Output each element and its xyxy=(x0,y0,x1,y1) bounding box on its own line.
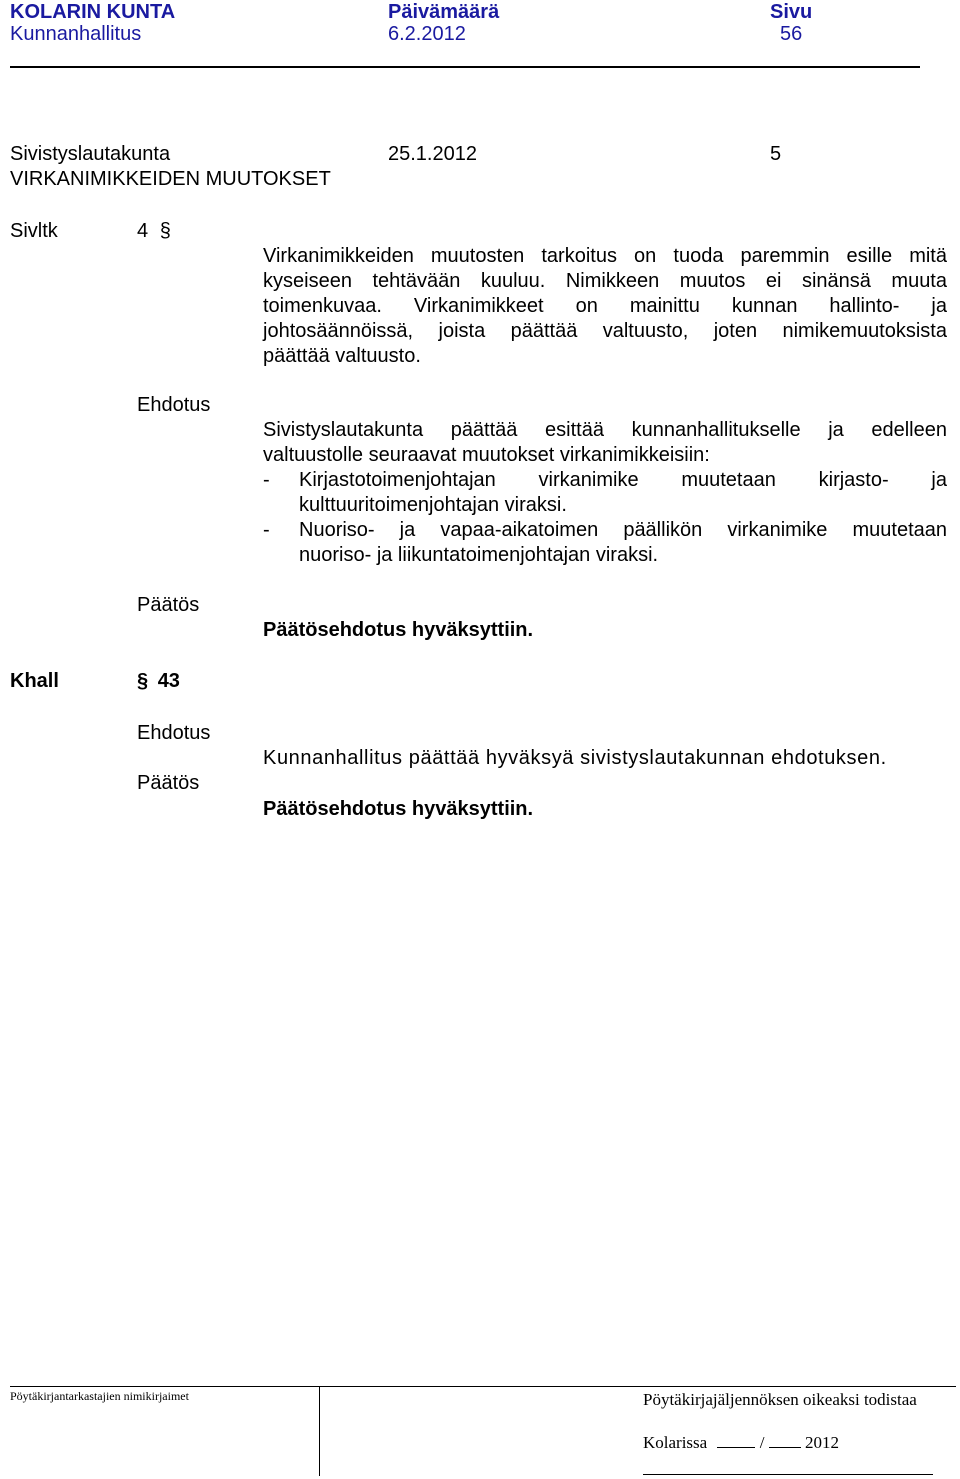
khall-label: Khall xyxy=(10,670,59,692)
source-page: 5 xyxy=(770,143,782,165)
board-name: Kunnanhallitus xyxy=(10,23,142,45)
page-number: 56 xyxy=(780,23,803,45)
khall-proposal-label: Ehdotus xyxy=(137,722,211,744)
header-rule xyxy=(10,66,920,68)
day-blank[interactable] xyxy=(717,1447,755,1448)
signatures-label: Pöytäkirjantarkastajien nimikirjaimet xyxy=(10,1389,189,1403)
footer-rule xyxy=(10,1386,956,1387)
source-date: 25.1.2012 xyxy=(388,143,477,165)
sivltk-number: 4 § xyxy=(137,220,171,242)
section-symbol: § xyxy=(137,670,149,692)
khall-decision-text: Päätösehdotus hyväksyttiin. xyxy=(263,798,534,820)
khall-proposal-text: Kunnanhallitus päättää hyväksyä sivistyslautakunnan ehdotuksen. xyxy=(263,747,887,769)
org-name: KOLARIN KUNTA xyxy=(10,1,176,23)
proposal-paragraph: Sivistyslautakunta päättää esittää kunnanhallitukselle ja edelleen valtuustolle seuraavat muutokset virkanimikkeisiin: xyxy=(263,419,947,466)
meeting-date: 6.2.2012 xyxy=(388,23,466,45)
list-item: - Nuoriso- ja vapaa-aikatoimen päällikön virkanimike muutetaan nuoriso- ja liikuntatoimenjohtajan viraksi. xyxy=(263,519,947,566)
month-blank[interactable] xyxy=(769,1447,801,1448)
signature-line[interactable] xyxy=(643,1474,933,1475)
place: Kolarissa xyxy=(643,1433,708,1452)
year: 2012 xyxy=(804,1433,839,1452)
khall-decision-label: Päätös xyxy=(137,772,200,794)
footer-divider xyxy=(319,1386,320,1476)
date-label: Päivämäärä xyxy=(388,1,500,23)
certification-date: Kolarissa / 2012 xyxy=(643,1433,839,1452)
section-title: VIRKANIMIKKEIDEN MUUTOKSET xyxy=(10,168,331,190)
sivltk-label: Sivltk xyxy=(10,220,58,242)
sivltk-proposal-label: Ehdotus xyxy=(137,394,211,416)
certification-label: Pöytäkirjajäljennöksen oikeaksi todistaa xyxy=(643,1390,917,1409)
sivltk-decision-text: Päätösehdotus hyväksyttiin. xyxy=(263,619,534,641)
page-label: Sivu xyxy=(770,1,813,23)
sivltk-decision-label: Päätös xyxy=(137,594,200,616)
source-board: Sivistyslautakunta xyxy=(10,143,171,165)
intro-paragraph: Virkanimikkeiden muutosten tarkoitus on tuoda paremmin esille mitä kyseiseen tehtävään kuuluu. Nimikkeen muutos ei sinänsä muuta toimenkuvaa. Virkanimikkeet on mainittu kunnan hallinto- ja johtosäännöissä, joista päättää valtuusto, joten nimikemuutoksista päättää valtuusto. xyxy=(263,245,947,367)
khall-number: § 43 xyxy=(137,670,180,692)
list-item: - Kirjastotoimenjohtajan virkanimike muutetaan kirjasto- ja kulttuuritoimenjohtajan viraksi. xyxy=(263,469,947,516)
section-symbol: § xyxy=(159,220,171,242)
